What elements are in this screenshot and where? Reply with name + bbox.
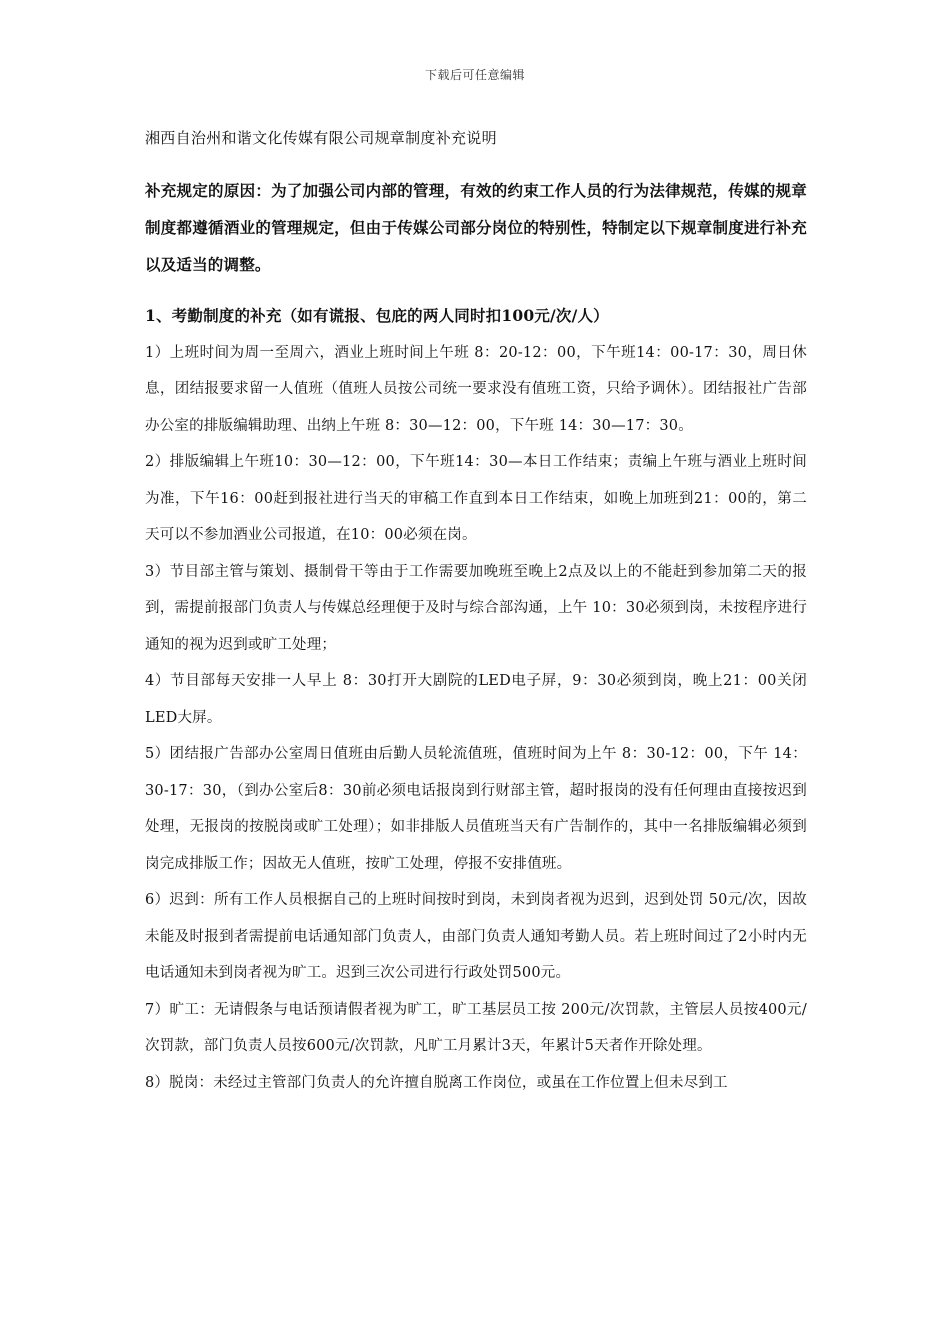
document-title: 湘西自治州和谐文化传媒有限公司规章制度补充说明 bbox=[145, 129, 497, 147]
rule-item-1: 1）上班时间为周一至周六，酒业上班时间上午班 8：20-12：00，下午班14：00-17：30，周日休息，团结报要求留一人值班（值班人员按公司统一要求没有值班工资，只给予调休）。团结报社广告部办公室的排版编辑助理、出纳上午班 8：30—12：00，下午班 14：30—17：30。 bbox=[145, 344, 807, 434]
rule-item-2: 2）排版编辑上午班10：30—12：00，下午班14：30—本日工作结束；责编上午班与酒业上班时间为准，下午16：00赶到报社进行当天的审稿工作直到本日工作结束，如晚上加班到21：00的，第二天可以不参加酒业公司报道，在10：00必须在岗。 bbox=[145, 454, 807, 543]
rule-item-6: 6）迟到：所有工作人员根据自己的上班时间按时到岗，未到岗者视为迟到，迟到处罚 50元/次，因故未能及时报到者需提前电话通知部门负责人，由部门负责人通知考勤人员。若上班时间过了2小时内无电话通知未到岗者视为旷工。迟到三次公司进行行政处罚500元。 bbox=[145, 892, 807, 981]
rule-item-3: 3）节目部主管与策划、摄制骨干等由于工作需要加晚班至晚上2点及以上的不能赶到参加第二天的报到，需提前报部门负责人与传媒总经理便于及时与综合部沟通，上午 10：30必须到岗，未按程序进行通知的视为迟到或旷工处理； bbox=[145, 563, 807, 653]
rule-item-4: 4）节目部每天安排一人早上 8：30打开大剧院的LED电子屏，9：30必须到岗，晚上21：00关闭LED大屏。 bbox=[145, 673, 807, 726]
intro-paragraph: 补充规定的原因：为了加强公司内部的管理，有效的约束工作人员的行为法律规范，传媒的规章制度都遵循酒业的管理规定，但由于传媒公司部分岗位的特别性，特制定以下规章制度进行补充以及适当的调整。 bbox=[145, 181, 807, 274]
section-heading: 1、考勤制度的补充（如有谎报、包庇的两人同时扣100元/次/人） bbox=[145, 306, 609, 325]
section-attendance bbox=[145, 298, 807, 1101]
rule-item-8: 8）脱岗：未经过主管部门负责人的允许擅自脱离工作岗位，或虽在工作位置上但未尽到工 bbox=[145, 1074, 728, 1091]
rule-item-7: 7）旷工：无请假条与电话预请假者视为旷工，旷工基层员工按 200元/次罚款，主管层人员按400元/次罚款，部门负责人员按600元/次罚款，凡旷工月累计3天，年累计5天者作开除处理。 bbox=[145, 1001, 807, 1054]
rule-item-5: 5）团结报广告部办公室周日值班由后勤人员轮流值班，值班时间为上午 8：30-12：00，下午 14：30-17：30，（到办公室后8：30前必须电话报岗到行财部主管，超时报岗的没有任何理由直接按迟到处理，无报岗的按脱岗或旷工处理）；如非排版人员值班当天有广告制作的，其中一名排版编辑必须到岗完成排版工作；因故无人值班，按旷工处理，停报不安排值班。 bbox=[145, 746, 807, 872]
header-note: 下载后可任意编辑 bbox=[424, 68, 525, 82]
